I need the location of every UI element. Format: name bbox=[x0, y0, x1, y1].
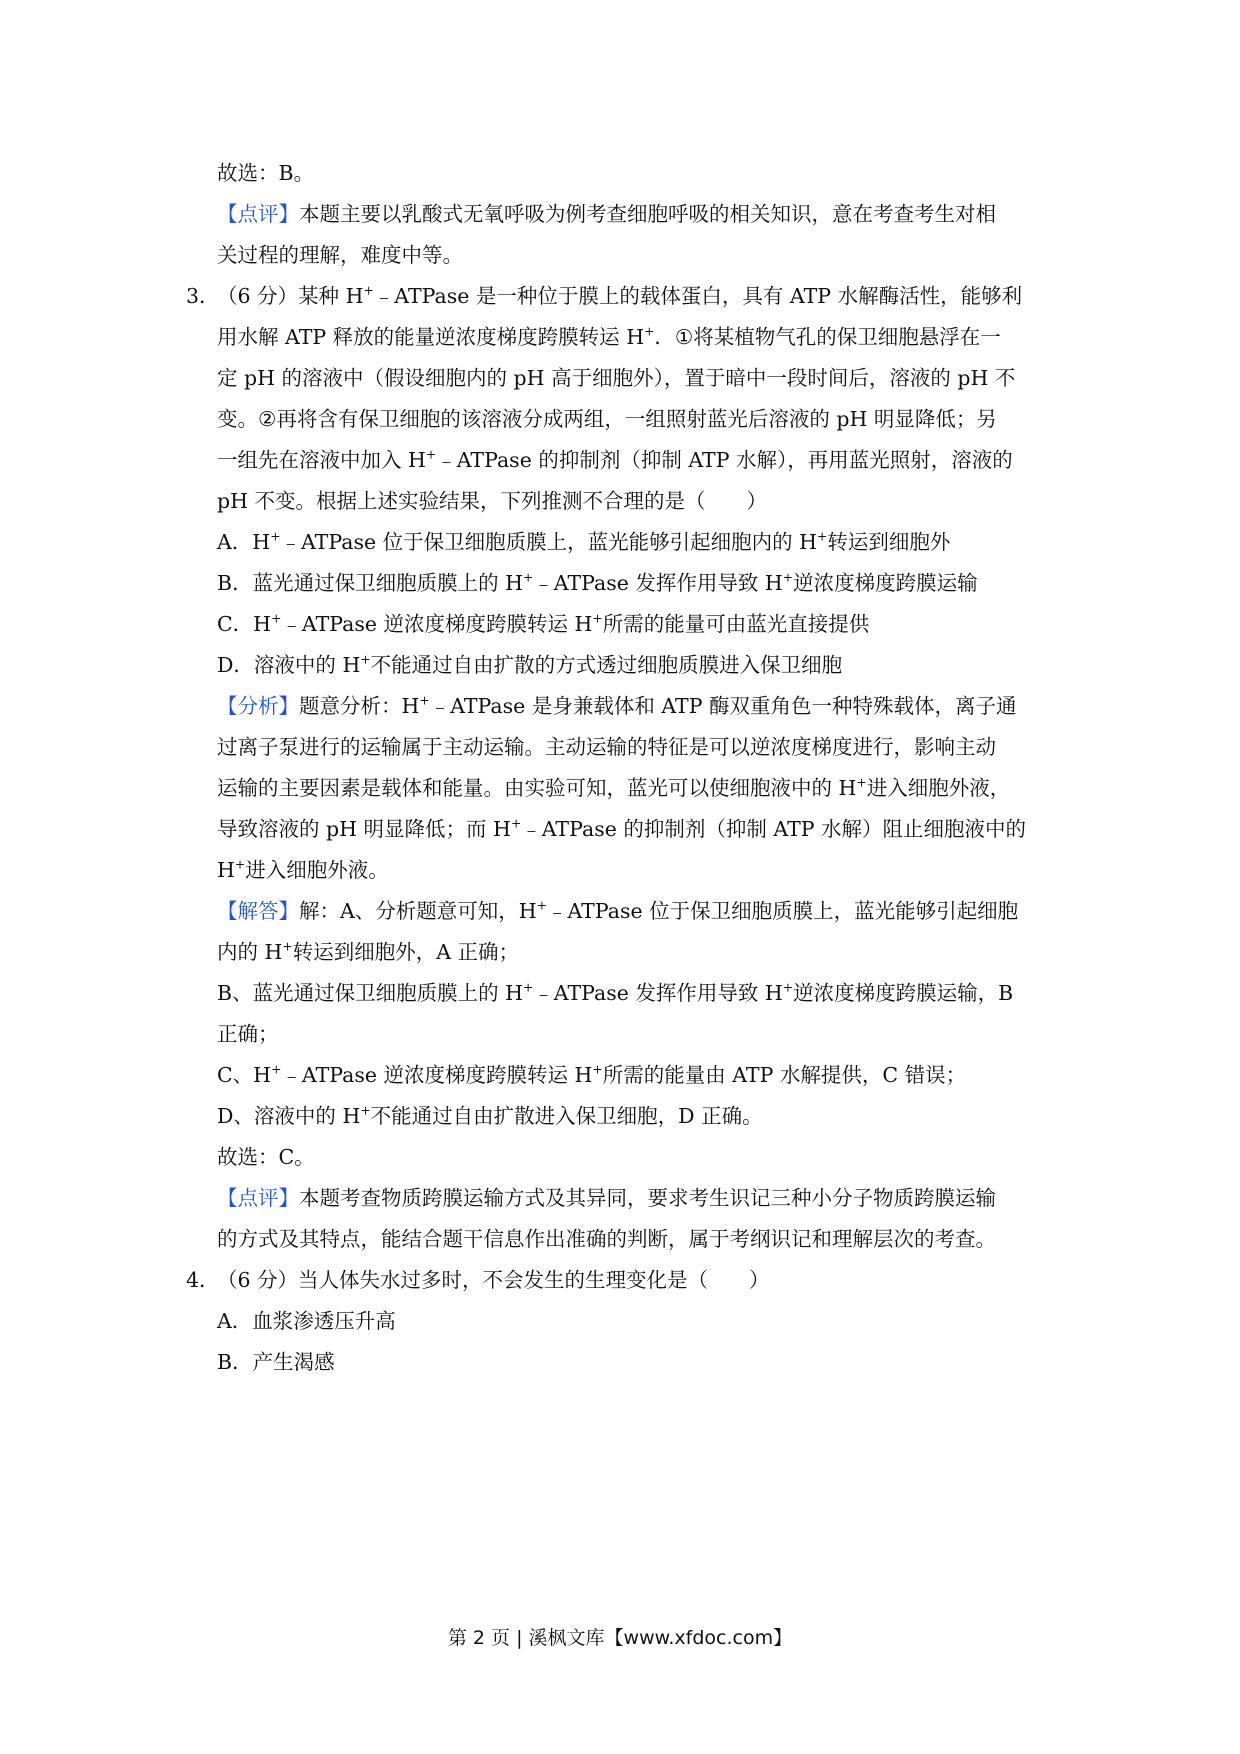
solution-line-3: B、蓝光通过保卫细胞质膜上的 H+﹣ATPase 发挥作用导致 H+逆浓度梯度跨膜运输，B bbox=[217, 980, 1014, 1005]
solution-line-5: C、H+﹣ATPase 逆浓度梯度跨膜转运 H+所需的能量由 ATP 水解提供，C 错误； bbox=[217, 1062, 967, 1087]
question-3-line-5: 一组先在溶液中加入 H+﹣ATPase 的抑制剂（抑制 ATP 水解），再用蓝光照射，溶液的 bbox=[217, 447, 1013, 472]
question-3-line-1: （6 分）某种 H+﹣ATPase 是一种位于膜上的载体蛋白，具有 ATP 水解酶活性，能够利 bbox=[217, 283, 1023, 308]
question-4-option-b: B．产生渴感 bbox=[217, 1350, 335, 1374]
review-tag: 【点评】 bbox=[217, 1186, 299, 1210]
option-b: B．蓝光通过保卫细胞质膜上的 H+﹣ATPase 发挥作用导致 H+逆浓度梯度跨膜运输 bbox=[217, 570, 978, 595]
comment-tag: 【点评】 bbox=[217, 202, 299, 226]
analysis-line-2: 过离子泵进行的运输属于主动运输。主动运输的特征是可以逆浓度梯度进行，影响主动 bbox=[217, 735, 996, 759]
question-3-line-2: 用水解 ATP 释放的能量逆浓度梯度跨膜转运 H+．①将某植物气孔的保卫细胞悬浮在一 bbox=[217, 324, 1001, 349]
option-c: C．H+﹣ATPase 逆浓度梯度跨膜转运 H+所需的能量可由蓝光直接提供 bbox=[217, 611, 870, 636]
prev-comment-line-2: 关过程的理解，难度中等。 bbox=[217, 243, 463, 267]
option-a: A．H+﹣ATPase 位于保卫细胞质膜上，蓝光能够引起细胞内的 H+转运到细胞外 bbox=[217, 529, 951, 554]
option-d: D．溶液中的 H+不能通过自由扩散的方式透过细胞质膜进入保卫细胞 bbox=[217, 652, 843, 677]
review-line-2: 的方式及其特点，能结合题干信息作出准确的判断，属于考纲识记和理解层次的考查。 bbox=[217, 1227, 996, 1251]
prev-answer-line: 故选：B。 bbox=[217, 161, 315, 185]
question-4-option-a: A．血浆渗透压升高 bbox=[217, 1309, 396, 1333]
review-line-1: 【点评】本题考查物质跨膜运输方式及其异同，要求考生识记三种小分子物质跨膜运输 bbox=[217, 1186, 996, 1210]
prev-comment-line-1: 【点评】本题主要以乳酸式无氧呼吸为例考查细胞呼吸的相关知识，意在考查考生对相 bbox=[217, 202, 996, 226]
solution-line-4: 正确； bbox=[217, 1022, 279, 1046]
analysis-line-3: 运输的主要因素是载体和能量。由实验可知，蓝光可以使细胞液中的 H+进入细胞外液， bbox=[217, 775, 1011, 800]
question-4-line-1: （6 分）当人体失水过多时，不会发生的生理变化是（ ） bbox=[217, 1268, 770, 1292]
question-4-number: 4． bbox=[186, 1268, 220, 1292]
page-footer: 第 2 页 | 溪枫文库【www.xfdoc.com】 bbox=[447, 1627, 793, 1649]
question-3-line-6: pH 不变。根据上述实验结果，下列推测不合理的是（ ） bbox=[217, 489, 768, 513]
solution-answer-line: 故选：C。 bbox=[217, 1145, 315, 1169]
analysis-line-5: H+进入细胞外液。 bbox=[217, 857, 389, 882]
solution-tag: 【解答】 bbox=[217, 899, 299, 923]
solution-line-1: 【解答】解：A、分析题意可知，H+﹣ATPase 位于保卫细胞质膜上，蓝光能够引起细胞 bbox=[217, 898, 1019, 923]
analysis-line-4: 导致溶液的 pH 明显降低；而 H+﹣ATPase 的抑制剂（抑制 ATP 水解）阻止细胞液中的 bbox=[217, 816, 1027, 841]
analysis-tag: 【分析】 bbox=[217, 694, 299, 718]
solution-line-2: 内的 H+转运到细胞外，A 正确； bbox=[217, 939, 520, 964]
question-3-line-4: 变。②再将含有保卫细胞的该溶液分成两组，一组照射蓝光后溶液的 pH 明显降低；另 bbox=[217, 407, 997, 431]
question-3-number: 3． bbox=[186, 284, 220, 308]
solution-line-6: D、溶液中的 H+不能通过自由扩散进入保卫细胞，D 正确。 bbox=[217, 1103, 763, 1128]
analysis-line-1: 【分析】题意分析：H+﹣ATPase 是身兼载体和 ATP 酶双重角色一种特殊载体，离子通 bbox=[217, 693, 1017, 718]
question-3-line-3: 定 pH 的溶液中（假设细胞内的 pH 高于细胞外），置于暗中一段时间后，溶液的 pH 不 bbox=[217, 366, 1016, 390]
